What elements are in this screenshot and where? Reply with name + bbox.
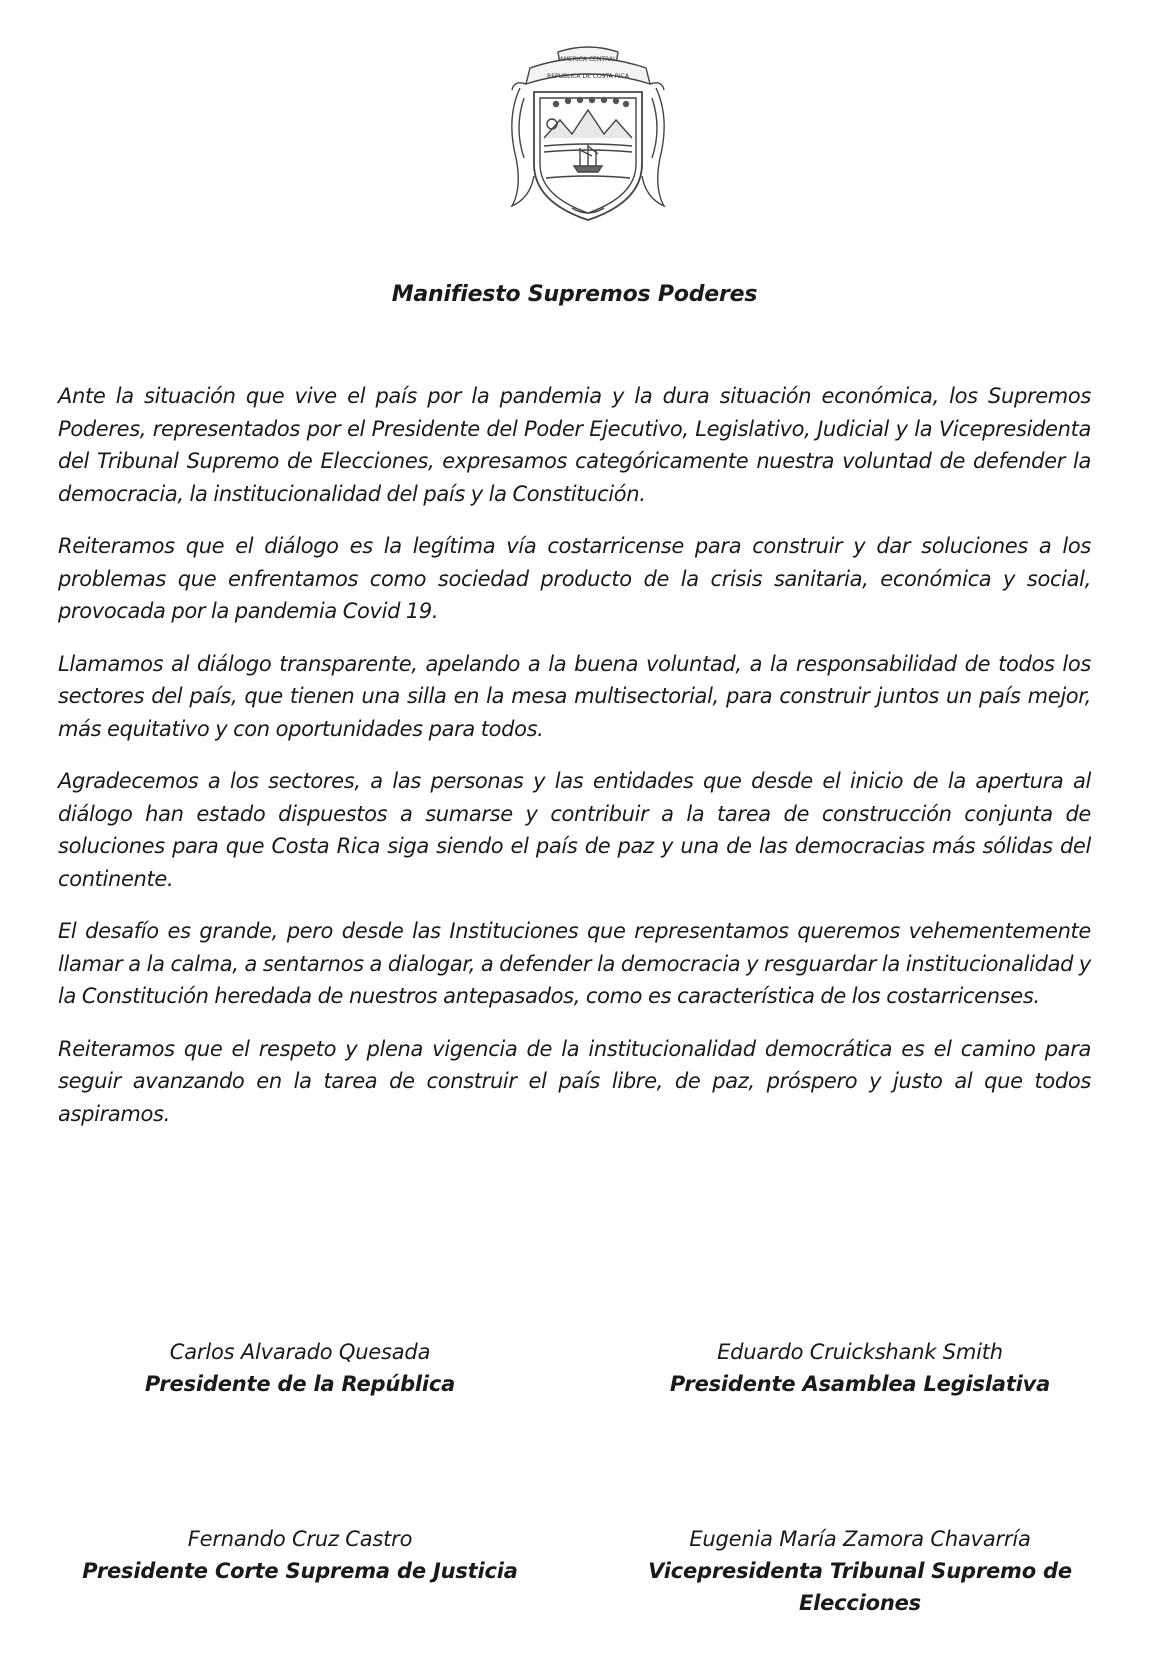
paragraph: Agradecemos a los sectores, a las personas y las entidades que desde el inicio de la apertura al diálogo han estado dispuestos a sumarse y contribuir a la tarea de construcción conjunta de soluciones para que Costa Rica siga siendo el país de paz y una de las democracias más sólidas del continente. [58,769,1091,891]
document-body [58,380,1091,1150]
signatory-name: Carlos Alvarado Quesada [169,1340,431,1364]
paragraph: Llamamos al diálogo transparente, apelando a la buena voluntad, a la responsabilidad de todos los sectores del país, que tienen una silla en la mesa multisectorial, para construir juntos un país mejor, más equitativo y con oportunidades para todos. [58,651,1091,741]
signature-block [620,1523,1100,1619]
coat-of-arms-icon [500,38,676,224]
signature-block [60,1336,540,1400]
seal-ribbon-text: REPUBLICA DE COSTA RICA [547,73,629,80]
signatory-name: Eugenia María Zamora Chavarría [689,1527,1031,1551]
signatory-name: Eduardo Cruickshank Smith [717,1340,1003,1364]
paragraph: Reiteramos que el diálogo es la legítima vía costarricense para construir y dar soluciones a los problemas que enfrentamos como sociedad producto de la crisis sanitaria, económica y social, provocada por la pandemia Covid 19. [58,534,1091,623]
signatory-role: Vicepresidenta Tribunal Supremo de Elecciones [648,1559,1072,1615]
seal-top-text: AMERICA CENTRAL [559,56,617,63]
signatory-role: Presidente Asamblea Legislativa [669,1372,1051,1396]
paragraph: El desafío es grande, pero desde las Instituciones que representamos queremos vehementemente llamar a la calma, a sentarnos a dialogar, a defender la democracia y resguardar la institucionalidad y la Constitución heredada de nuestros antepasados, como es característica de los costarricenses. [58,919,1091,1008]
paragraph: Reiteramos que el respeto y plena vigencia de la institucionalidad democrática es el camino para seguir avanzando en la tarea de construir el país libre, de paz, próspero y justo al que todos aspiramos. [58,1036,1091,1126]
paragraph: Ante la situación que vive el país por la pandemia y la dura situación económica, los Supremos Poderes, representados por el Presidente del Poder Ejecutivo, Legislativo, Judicial y la Vicepresidenta del Tribunal Supremo de Elecciones, expresamos categóricamente nuestra voluntad de defender la democracia, la institucionalidad del país y la Constitución. [58,384,1091,506]
signature-block [620,1336,1100,1400]
signature-block [60,1523,540,1587]
signatory-role: Presidente de la República [144,1372,456,1396]
signatory-role: Presidente Corte Suprema de Justicia [82,1559,518,1583]
signatory-name: Fernando Cruz Castro [187,1527,413,1551]
document-title: Manifiesto Supremos Poderes [391,282,758,307]
